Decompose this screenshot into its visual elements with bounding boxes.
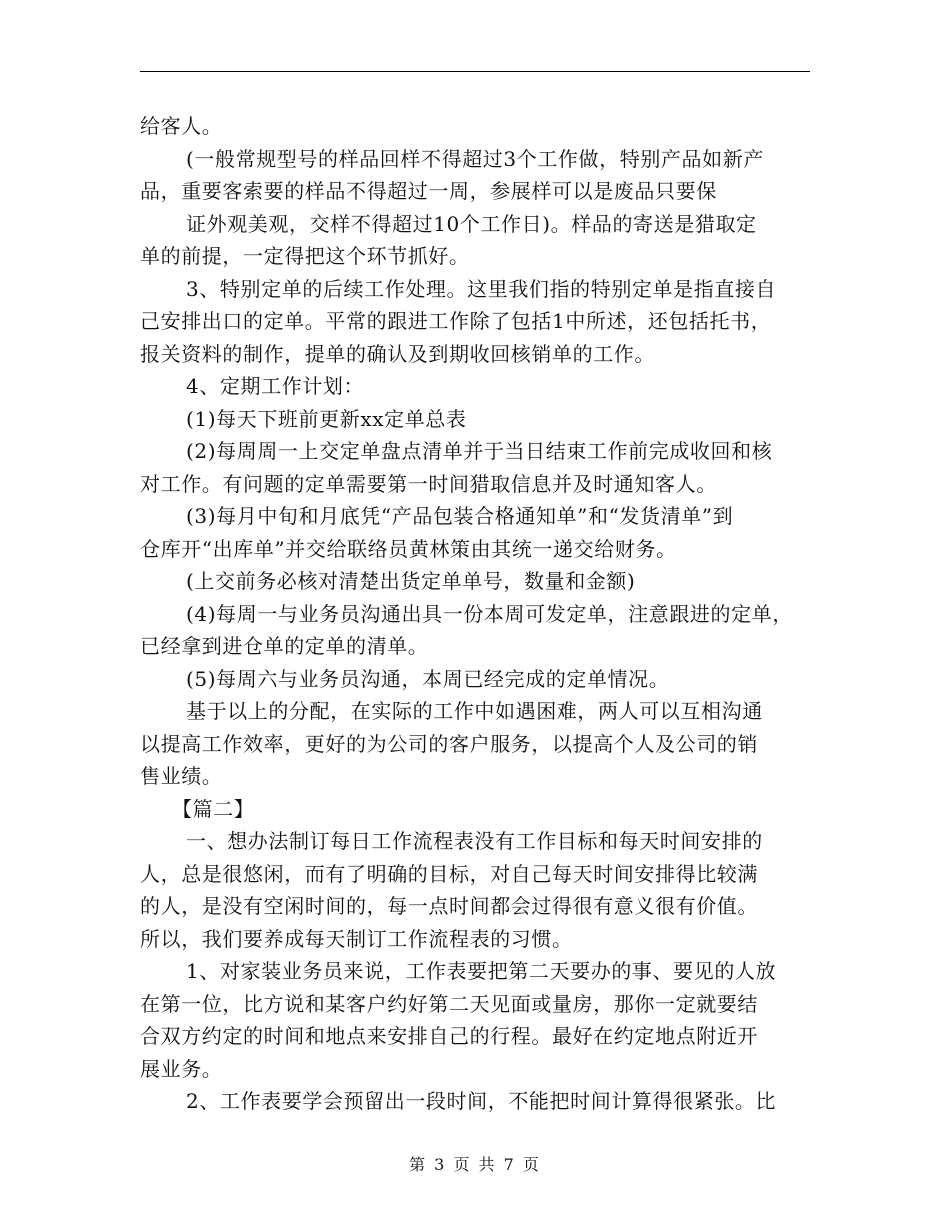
text-line: 单的前提，一定得把这个环节抓好。	[140, 244, 470, 268]
text-line: 合双方约定的时间和地点来安排自己的行程。最好在约定地点附近开	[140, 1024, 758, 1048]
text-line: 展业务。	[140, 1057, 223, 1081]
text-line: 人，总是很悠闲，而有了明确的目标，对自己每天时间安排得比较满	[140, 862, 758, 886]
text-line: 以提高工作效率，更好的为公司的客户服务，以提高个人及公司的销	[140, 732, 758, 756]
text-line: (5)每周六与业务员沟通，本周已经完成的定单情况。	[186, 667, 670, 691]
text-line: (上交前务必核对清楚出货定单单号，数量和金额)	[186, 569, 636, 593]
text-line: 基于以上的分配，在实际的工作中如遇困难，两人可以互相沟通	[186, 699, 763, 723]
text-line: 己安排出口的定单。平常的跟进工作除了包括1中所述，还包括托书，	[140, 309, 772, 333]
text-line: 品，重要客索要的样品不得超过一周，参展样可以是废品只要保	[140, 179, 717, 203]
text-line: 仓库开“出库单”并交给联络员黄林策由其统一递交给财务。	[140, 537, 677, 561]
text-line: 的人，是没有空闲时间的，每一点时间都会过得很有意义很有价值。	[140, 894, 758, 918]
section-heading: 【篇二】	[172, 797, 255, 821]
text-line: 证外观美观，交样不得超过10个工作日)。样品的寄送是猎取定	[186, 212, 757, 236]
text-line: (1)每天下班前更新xx定单总表	[186, 407, 467, 431]
text-line: 对工作。有问题的定单需要第一时间猎取信息并及时通知客人。	[140, 472, 717, 496]
text-line: 已经拿到进仓单的定单的清单。	[140, 634, 429, 658]
text-line: (4)每周一与业务员沟通出具一份本周可发定单，注意跟进的定单，	[186, 602, 793, 626]
text-line: (2)每周周一上交定单盘点清单并于当日结束工作前完成收回和核	[186, 439, 773, 463]
text-line: 售业绩。	[140, 764, 223, 788]
text-line: 3、特别定单的后续工作处理。这里我们指的特别定单是指直接自	[186, 277, 777, 301]
text-line: (一般常规型号的样品回样不得超过3个工作做，特别产品如新产	[186, 147, 764, 171]
text-line: 报关资料的制作，提单的确认及到期收回核销单的工作。	[140, 342, 655, 366]
text-line: 给客人。	[140, 114, 223, 138]
page-number: 第 3 页 共 7 页	[409, 1155, 541, 1174]
text-line: 1、对家装业务员来说，工作表要把第二天要办的事、要见的人放	[186, 959, 777, 983]
text-line: 一、想办法制订每日工作流程表没有工作目标和每天时间安排的	[186, 829, 763, 853]
text-line: 在第一位，比方说和某客户约好第二天见面或量房，那你一定就要结	[140, 992, 758, 1016]
text-line: 4、定期工作计划：	[186, 374, 365, 398]
text-line: 2、工作表要学会预留出一段时间，不能把时间计算得很紧张。比	[186, 1089, 777, 1113]
text-line: 所以，我们要养成每天制订工作流程表的习惯。	[140, 927, 573, 951]
text-line: (3)每月中旬和月底凭“产品包装合格通知单”和“发货清单”到	[186, 504, 734, 528]
